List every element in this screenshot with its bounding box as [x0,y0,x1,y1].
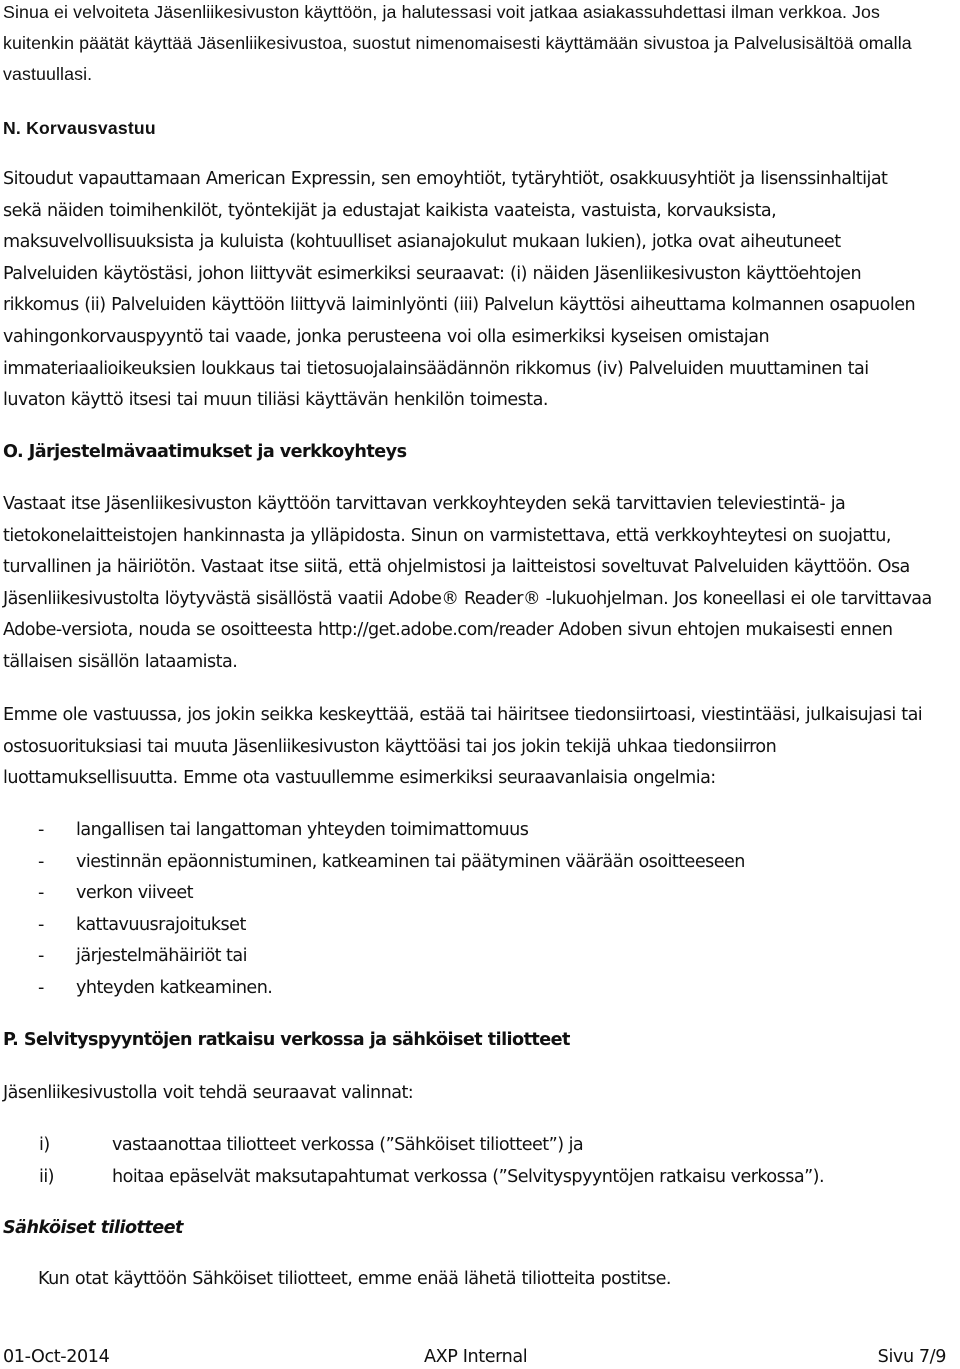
footer-classification: AXP Internal [424,1347,528,1367]
section-p-paragraph: Jäsenliikesivustolla voit tehdä seuraavat valinnat: [3,1083,414,1103]
list-item-marker: ii) [39,1166,54,1187]
list-item-text: hoitaa epäselvät maksutapahtumat verkossa (”Selvityspyyntöjen ratkaisu verkossa”). [112,1166,825,1187]
footer-date: 01-Oct-2014 [3,1347,110,1367]
section-n-heading: N. Korvausvastuu [3,118,156,138]
bullet-dash: - [38,946,44,967]
list-item [3,878,960,910]
section-o-paragraph-2: Emme ole vastuussa, jos jokin seikka keskeyttää, estää tai häiritsee tiedonsiirtoasi, viestintääsi, julkaisujasi tai ostosuorituksiasi tai muuta Jäsenliikesivuston käyttöäsi tai jos jokin tekijä uhkaa tiedonsiirron luottamuksellisuutta. Emme ota vastuullemme esimerkiksi seuraavanlaisia ongelmia: [3,705,923,789]
bullet-dash: - [38,851,44,872]
list-item-text: verkon viiveet [76,883,193,904]
choices-list [3,1130,960,1193]
list-item-text: vastaanottaa tiliotteet verkossa (”Sähköiset tiliotteet”) ja [112,1135,584,1155]
list-item [3,815,960,847]
list-item [3,973,960,1005]
list-item-text: yhteyden katkeaminen. [76,977,273,998]
section-p-heading: P. Selvityspyyntöjen ratkaisu verkossa ja sähköiset tiliotteet [3,1030,570,1050]
list-item-text: kattavuusrajoitukset [76,914,246,935]
section-o-heading: O. Järjestelmävaatimukset ja verkkoyhteys [3,442,407,462]
bullet-dash: - [38,914,44,935]
list-item-text: järjestelmähäiriöt tai [76,946,247,967]
problems-list [3,815,960,1005]
e-statements-subheading: Sähköiset tiliotteet [3,1218,183,1238]
bullet-dash: - [38,977,44,998]
footer-page-number: Sivu 7/9 [877,1347,946,1367]
section-o-paragraph-1: Vastaat itse Jäsenliikesivuston käyttöön tarvittavan verkkoyhteyden sekä tarvittavien televiestintä- ja tietokonelaitteistojen hankinnasta ja ylläpidosta. Sinun on varmistettava, että verkkoyhteytesi on suojattu, turvallinen ja häiriötön. Vastaat itse siitä, että ohjelmistosi ja laitteistosi soveltuvat Palveluiden käyttöön. Osa Jäsenliikesivustolta löytyvästä sisällöstä vaatii Adobe® Reader® -lukuohjelman. Jos koneellasi ei ole tarvittavaa Adobe-versiota, nouda se osoitteesta http://get.adobe.com/reader Adoben sivun ehtojen mukaisesti ennen tällaisen sisällön lataamista. [3,494,932,672]
section-n-paragraph: Sitoudut vapauttamaan American Expressin, sen emoyhtiöt, tytäryhtiöt, osakkuusyhtiöt ja lisenssinhaltijat sekä näiden toimihenkilöt, työntekijät ja edustajat kaikista vaateista, vastuista, korvauksista, maksuvelvollisuuksista ja kuluista (kohtuulliset asianajokulut mukaan lukien), jotka ovat aiheutuneet Palveluiden käytöstäsi, johon liittyvät esimerkiksi seuraavat: (i) näiden Jäsenliikesivuston käyttöehtojen rikkomus (ii) Palveluiden käyttöön liittyvä laiminlyönti (iii) Palvelun käyttösi aiheuttama kolmannen osapuolen vahingonkorvauspyyntö tai vaade, jonka perusteena voi olla esimerkiksi kyseisen omistajan immateriaalioikeuksien loukkaus tai tietosuojalainsäädännön rikkomus (iv) Palveluiden muuttaminen tai luvaton käyttö itsesi tai muun tiliäsi käyttävän henkilön toimesta. [3,169,916,411]
e-statements-paragraph: Kun otat käyttöön Sähköiset tiliotteet, emme enää lähetä tiliotteita postitse. [38,1269,671,1289]
list-item-text: langallisen tai langattoman yhteyden toimimattomuus [76,820,529,840]
intro-paragraph: Sinua ei velvoiteta Jäsenliikesivuston käyttöön, ja halutessasi voit jatkaa asiakassuhdettasi ilman verkkoa. Jos kuitenkin päätät käyttää Jäsenliikesivustoa, suostut nimenomaisesti käyttämään sivustoa ja Palvelusisältöä omalla vastuullasi. [3,2,912,85]
list-item-marker: i) [39,1135,50,1155]
list-item [3,910,960,942]
list-item-text: viestinnän epäonnistuminen, katkeaminen tai päätyminen väärään osoitteeseen [76,851,745,872]
bullet-dash: - [38,820,44,840]
bullet-dash: - [38,883,44,904]
list-item [3,847,960,879]
page-footer [0,1345,960,1369]
list-item [3,1130,960,1162]
list-item [3,1162,960,1194]
list-item [3,941,960,973]
